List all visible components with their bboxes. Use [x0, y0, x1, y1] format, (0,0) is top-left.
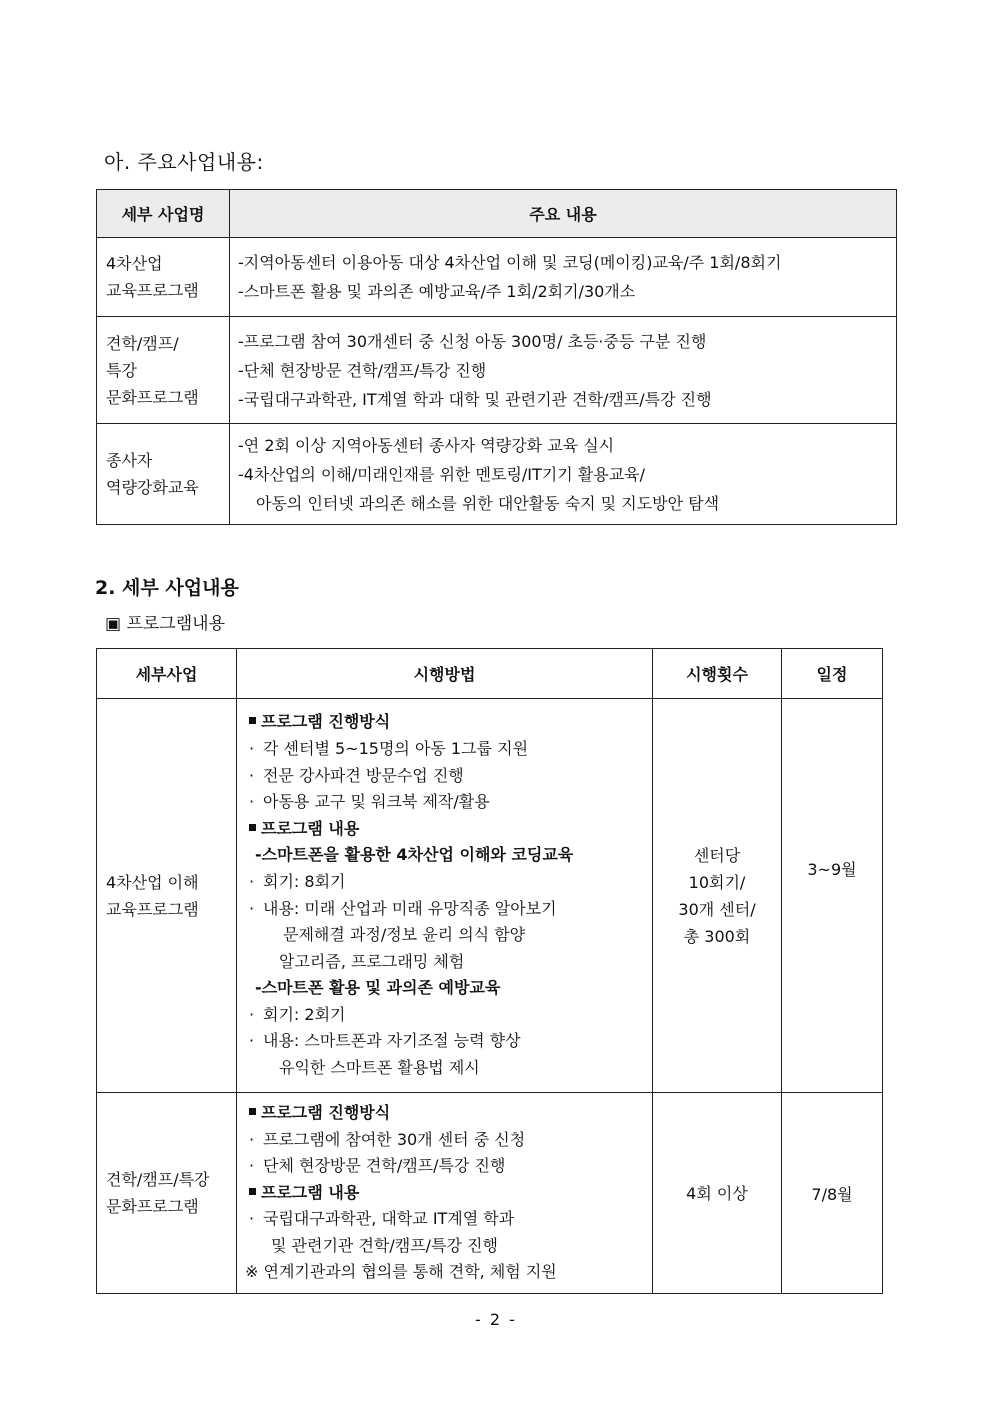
count-cell: [653, 1093, 782, 1294]
list-item: · 내용: 미래 산업과 미래 유망직종 알아보기: [249, 898, 557, 918]
section-2-subtitle: ▣ 프로그램내용: [105, 614, 225, 634]
method-cell: [237, 1093, 653, 1294]
item-text: 프로그램에 참여한 30개 센터 중 신청: [263, 1129, 526, 1149]
list-item: · 아동용 교구 및 워크북 제작/활용: [249, 792, 490, 812]
cell-text: 30개 센터/: [678, 899, 756, 919]
content-line: -4차산업의 이해/미래인재를 위한 멘토링/IT기기 활용교육/: [238, 464, 645, 484]
square-bullet-icon: [249, 824, 256, 831]
business-name-cell: [97, 238, 230, 317]
table-row: [97, 317, 897, 424]
content-line: -연 2회 이상 지역아동센터 종사자 역량강화 교육 실시: [238, 435, 615, 455]
square-bullet-icon: [249, 1188, 256, 1195]
list-item: · 각 센터별 5~15명의 아동 1그룹 지원: [249, 738, 529, 758]
list-item: · 내용: 스마트폰과 자기조절 능력 향상: [249, 1031, 521, 1051]
heading-text: 프로그램 내용: [261, 1182, 360, 1202]
square-bullet-icon: [249, 717, 256, 724]
sub-heading: -스마트폰 활용 및 과의존 예방교육: [255, 978, 501, 998]
item-text: 전문 강사파견 방문수업 진행: [263, 765, 464, 785]
cell-text: 4차산업: [106, 254, 163, 273]
cell-text: 센터당: [693, 845, 741, 865]
program-table: [96, 648, 883, 1294]
cell-text: 견학/캠프/: [106, 333, 179, 353]
cell-text: 견학/캠프/특강: [106, 1170, 210, 1189]
content-line: -단체 현장방문 견학/캠프/특강 진행: [238, 360, 487, 380]
method-heading: [249, 1100, 652, 1127]
cell-text: 문화프로그램: [106, 387, 199, 407]
item-text: 내용: 미래 산업과 미래 유망직종 알아보기: [263, 898, 557, 918]
item-text: 단체 현장방문 견학/캠프/특강 진행: [263, 1156, 506, 1176]
cell-text: 4회 이상: [686, 1183, 748, 1203]
header-count: 시행횟수: [653, 649, 782, 699]
item-continuation: 및 관련기관 견학/캠프/특강 진행: [271, 1235, 498, 1255]
business-name-cell: [97, 317, 230, 424]
detail-business-cell: [97, 1093, 237, 1294]
content-line: -프로그램 참여 30개센터 중 신청 아동 300명/ 초등·중등 구분 진행: [238, 331, 707, 351]
cell-text: 10회기/: [688, 872, 746, 892]
main-business-table: [96, 189, 897, 525]
heading-text: 프로그램 진행방식: [261, 1102, 391, 1122]
list-item: · 프로그램에 참여한 30개 센터 중 신청: [249, 1129, 526, 1149]
square-bullet-icon: [249, 1108, 256, 1115]
item-text: 아동용 교구 및 워크북 제작/활용: [263, 792, 490, 812]
header-detail-business: 세부사업: [97, 649, 237, 699]
list-item: · 회기: 2회기: [249, 1004, 346, 1024]
content-line: 아동의 인터넷 과의존 해소를 위한 대안활동 숙지 및 지도방안 탐색: [256, 493, 720, 513]
count-cell: [653, 699, 782, 1093]
item-continuation: 문제해결 과정/정보 윤리 의식 함양: [283, 925, 526, 945]
section-a-title: 아. 주요사업내용:: [104, 150, 264, 174]
content-line: -국립대구과학관, IT계열 학과 대학 및 관련기관 견학/캠프/특강 진행: [238, 389, 712, 409]
cell-text: 문화프로그램: [106, 1197, 199, 1216]
header-schedule: 일정: [782, 649, 883, 699]
list-item: · 전문 강사파견 방문수업 진행: [249, 765, 464, 785]
item-text: 각 센터별 5~15명의 아동 1그룹 지원: [263, 738, 529, 758]
business-name-cell: [97, 424, 230, 525]
page-number: - 2 -: [475, 1310, 517, 1329]
content-cell: [230, 317, 897, 424]
table-row: [97, 238, 897, 317]
list-item: · 회기: 8회기: [249, 871, 346, 891]
sub-heading: -스마트폰을 활용한 4차산업 이해와 코딩교육: [255, 845, 574, 865]
cell-text: 역량강화교육: [106, 478, 199, 497]
header-business-name: 세부 사업명: [97, 190, 230, 238]
method-heading: [249, 1180, 652, 1207]
note-text: ※ 연계기관과의 협의를 통해 견학, 체험 지원: [245, 1262, 557, 1282]
cell-text: 종사자: [106, 451, 153, 470]
table-row: [97, 424, 897, 525]
method-heading: [249, 816, 652, 843]
cell-text: 총 300회: [683, 926, 751, 946]
list-item: · 국립대구과학관, 대학교 IT계열 학과: [249, 1209, 515, 1229]
table-row: [97, 1093, 883, 1294]
content-line: -지역아동센터 이용아동 대상 4차산업 이해 및 코딩(메이킹)교육/주 1회/8회기: [238, 253, 782, 272]
heading-text: 프로그램 진행방식: [261, 712, 391, 732]
content-cell: [230, 238, 897, 317]
method-heading: [249, 709, 652, 736]
item-text: 국립대구과학관, 대학교 IT계열 학과: [263, 1209, 515, 1229]
cell-text: 특강: [106, 360, 137, 380]
item-continuation: 유익한 스마트폰 활용법 제시: [279, 1058, 480, 1078]
content-line: -스마트폰 활용 및 과의존 예방교육/주 1회/2회기/30개소: [238, 282, 636, 301]
cell-text: 교육프로그램: [106, 899, 199, 919]
item-text: 내용: 스마트폰과 자기조절 능력 향상: [263, 1031, 521, 1051]
cell-text: 3~9월: [807, 860, 857, 879]
content-cell: [230, 424, 897, 525]
heading-text: 프로그램 내용: [261, 818, 360, 838]
item-continuation: 알고리즘, 프로그래밍 체험: [279, 951, 465, 971]
cell-text: 4차산업 이해: [106, 872, 199, 892]
list-item: · 단체 현장방문 견학/캠프/특강 진행: [249, 1156, 506, 1176]
item-text: 회기: 2회기: [263, 1004, 346, 1024]
header-main-content: 주요 내용: [230, 190, 897, 238]
table-row: [97, 699, 883, 1093]
schedule-cell: [782, 699, 883, 1093]
detail-business-cell: [97, 699, 237, 1093]
cell-text: 7/8월: [811, 1184, 853, 1204]
method-cell: [237, 699, 653, 1093]
schedule-cell: [782, 1093, 883, 1294]
section-2-title: 2. 세부 사업내용: [95, 577, 239, 599]
header-method: 시행방법: [237, 649, 653, 699]
cell-text: 교육프로그램: [106, 281, 199, 300]
item-text: 회기: 8회기: [263, 871, 346, 891]
